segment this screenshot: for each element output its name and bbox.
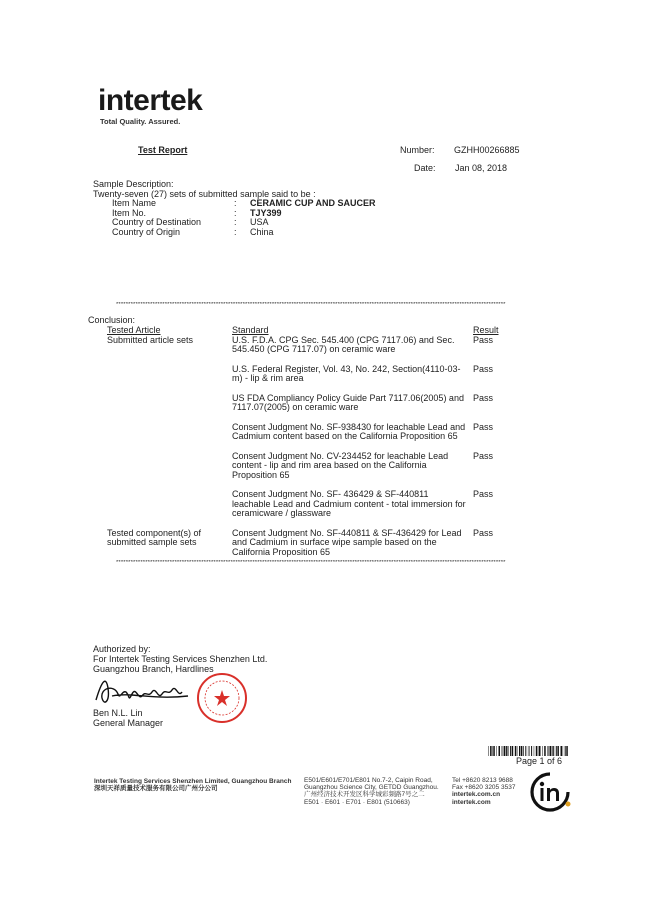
intertek-logo: intertek (98, 84, 203, 117)
logo-tagline: Total Quality. Assured. (100, 117, 181, 126)
separator-bottom: **************************************************************************************************************************************************************** (116, 560, 506, 566)
result-value: Pass (473, 527, 494, 538)
authorized-branch: Guangzhou Branch, Hardlines (93, 664, 214, 674)
col-result: Result (473, 325, 499, 335)
company-seal-icon (196, 672, 248, 724)
report-date: Jan 08, 2018 (455, 163, 508, 173)
sample-field-colon: : (234, 226, 237, 237)
result-article: Tested component(s) of submitted sample sets (107, 527, 202, 547)
report-title: Test Report (138, 145, 188, 155)
sample-field-value: CERAMIC CUP AND SAUCER (250, 198, 376, 208)
result-standard: Consent Judgment No. SF- 436429 & SF-440811 leachable Lead and Cadmium content - total immersion for ceramicware / glassware (232, 489, 466, 518)
separator-top: **************************************************************************************************************************************************************** (116, 302, 506, 308)
intertek-in-logo-icon (528, 770, 572, 814)
sample-field-colon: : (234, 198, 237, 208)
sample-field-value: China (250, 226, 274, 237)
footer-addr-3: 广州经济技术开发区科学城彩频路7号之二 (304, 791, 425, 799)
footer-contact (452, 777, 515, 806)
result-standard: Consent Judgment No. SF-938430 for leachable Lead and Cadmium content based on the California Proposition 65 (232, 421, 466, 441)
result-row (107, 336, 499, 355)
date-label: Date: (414, 163, 436, 173)
result-row (107, 413, 499, 442)
sample-field-value: TJY399 (250, 207, 282, 218)
col-tested-article: Tested Article (107, 325, 161, 335)
sample-field-label: Country of Destination (112, 217, 202, 227)
result-value: Pass (473, 450, 494, 461)
result-row (107, 519, 499, 558)
result-value: Pass (473, 363, 494, 374)
footer-address (304, 777, 439, 806)
sample-field-colon: : (234, 217, 237, 227)
footer-addr-4: E501 · E601 · E701 · E801 (510663) (304, 798, 410, 806)
result-row (107, 355, 499, 384)
sample-field-label: Item Name (112, 198, 157, 208)
sample-intro: Twenty-seven (27) sets of submitted sample said to be : (93, 188, 316, 199)
footer-company (94, 778, 291, 792)
barcode-icon (488, 746, 568, 756)
signatory-name: Ben N.L. Lin (93, 708, 143, 718)
result-row (107, 442, 499, 481)
conclusion-table (107, 326, 499, 557)
sample-field-value: USA (250, 217, 269, 227)
footer-addr-2: Guangzhou Science City, GETDD Guangzhou. (304, 784, 439, 792)
footer-web-cn: intertek.com.cn (452, 791, 501, 799)
page-number: Page 1 of 6 (516, 756, 563, 766)
footer-web: intertek.com (452, 798, 491, 806)
result-standard: US FDA Compliancy Policy Guide Part 7117.06(2005) and 7117.07(2005) on ceramic ware (232, 392, 464, 412)
authorized-by: Authorized by: (93, 644, 151, 654)
sample-field-label: Country of Origin (112, 226, 181, 237)
result-value: Pass (473, 334, 494, 345)
result-standard: U.S. F.D.A. CPG Sec. 545.400 (CPG 7117.06) and Sec. 545.450 (CPG 7117.07) on ceramic ware (232, 334, 455, 354)
sample-field-colon: : (234, 207, 237, 218)
footer-tel: Tel +8620 8213 9688 (452, 777, 513, 784)
result-row (107, 384, 499, 413)
sample-fields (93, 199, 376, 237)
signatory-title: General Manager (93, 718, 164, 728)
signature-icon (92, 670, 192, 712)
col-standard: Standard (232, 325, 269, 335)
result-value: Pass (473, 421, 494, 432)
authorized-company: For Intertek Testing Services Shenzhen Ltd. (93, 654, 268, 664)
result-standard: Consent Judgment No. CV-234452 for leachable Lead content - lip and rim area based on the California Proposition 65 (232, 450, 449, 480)
footer-addr-1: E501/E601/E701/E801 No.7-2, Caipin Road, (304, 777, 433, 784)
result-value: Pass (473, 392, 494, 403)
footer-fax: Fax +8620 3205 3537 (452, 784, 516, 792)
sample-description (93, 180, 376, 237)
footer-company-en: Intertek Testing Services Shenzhen Limited, Guangzhou Branch (94, 778, 292, 785)
conclusion-heading: Conclusion: (88, 315, 136, 325)
result-value: Pass (473, 489, 494, 499)
result-standard: Consent Judgment No. SF-440811 & SF-436429 for Lead and Cadmium in surface wipe sample based on the California Proposition 65 (232, 527, 462, 557)
result-row (107, 480, 499, 519)
result-article: Submitted article sets (107, 334, 194, 345)
number-label: Number: (400, 145, 435, 155)
sample-field-row (93, 228, 376, 238)
report-number: GZHH00266885 (454, 145, 520, 155)
footer-company-cn: 深圳天祥质量技术服务有限公司广州分公司 (94, 785, 218, 793)
result-standard: U.S. Federal Register, Vol. 43, No. 242, Section(4110-03-m) - lip & rim area (232, 363, 461, 383)
sample-field-label: Item No. (112, 207, 147, 218)
sample-heading: Sample Description: (93, 179, 174, 189)
